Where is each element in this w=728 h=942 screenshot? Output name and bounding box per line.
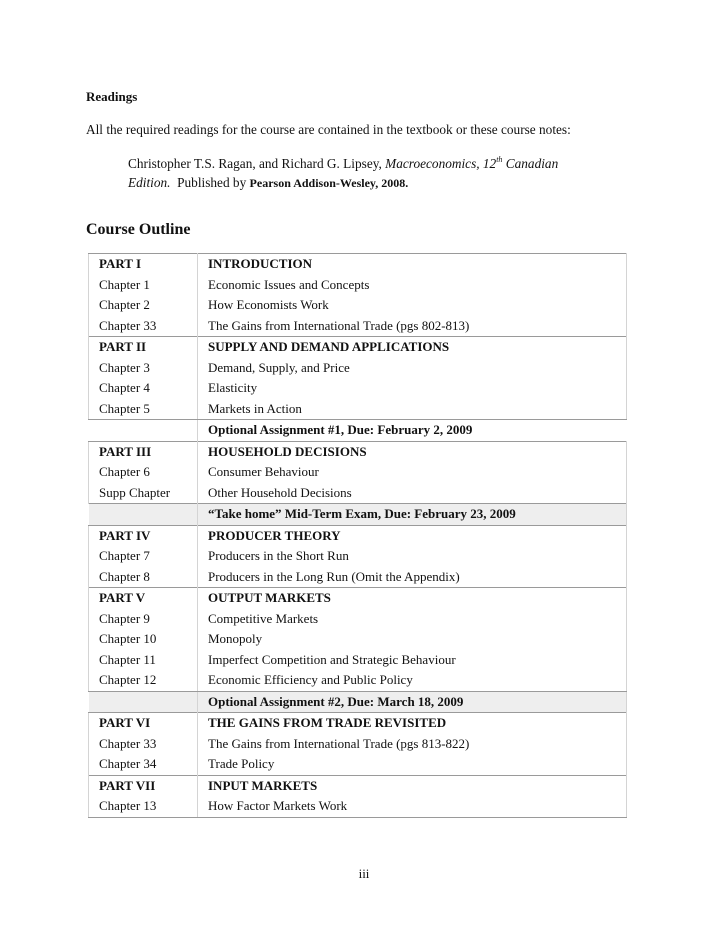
outline-description: How Economists Work [198, 295, 627, 316]
outline-label: Chapter 3 [89, 358, 198, 379]
outline-description: Producers in the Long Run (Omit the Appendix) [198, 567, 627, 588]
outline-chapter-row [89, 462, 627, 483]
outline-description: Demand, Supply, and Price [198, 358, 627, 379]
outline-label: PART II [89, 337, 198, 358]
outline-chapter-row [89, 483, 627, 504]
outline-label: Chapter 4 [89, 378, 198, 399]
outline-description: SUPPLY AND DEMAND APPLICATIONS [198, 337, 627, 358]
outline-description: INTRODUCTION [198, 254, 627, 275]
outline-description: Monopoly [198, 629, 627, 650]
outline-description: How Factor Markets Work [198, 796, 627, 817]
outline-chapter-row [89, 546, 627, 567]
outline-label: PART III [89, 441, 198, 462]
outline-description: Optional Assignment #1, Due: February 2, 2009 [208, 422, 473, 438]
outline-description: PRODUCER THEORY [198, 525, 627, 546]
outline-chapter-row [89, 399, 627, 420]
outline-chapter-row [89, 358, 627, 379]
outline-chapter-row [89, 734, 627, 755]
outline-chapter-row [89, 316, 627, 337]
outline-description: Markets in Action [198, 399, 627, 420]
citation-publisher: Pearson Addison-Wesley, 2008. [249, 176, 409, 190]
outline-description: The Gains from International Trade (pgs 813-822) [198, 734, 627, 755]
outline-label: Chapter 8 [89, 567, 198, 588]
readings-heading: Readings [86, 89, 138, 104]
outline-label: PART VII [89, 775, 198, 796]
outline-description: Producers in the Short Run [198, 546, 627, 567]
outline-assignment-row [89, 504, 627, 526]
outline-label: Chapter 13 [89, 796, 198, 817]
outline-part-row [89, 713, 627, 734]
outline-label: Chapter 1 [89, 275, 198, 296]
outline-description: Economic Issues and Concepts [198, 275, 627, 296]
outline-label: PART V [89, 588, 198, 609]
outline-description: Optional Assignment #2, Due: March 18, 2009 [198, 691, 627, 713]
textbook-citation [128, 154, 608, 193]
outline-assignment-row [89, 691, 627, 713]
outline-chapter-row [89, 754, 627, 775]
outline-part-row [89, 254, 627, 275]
outline-description: Competitive Markets [198, 609, 627, 630]
course-outline-table [88, 253, 627, 818]
outline-chapter-row [89, 609, 627, 630]
outline-label: Chapter 33 [89, 734, 198, 755]
readings-intro: All the required readings for the course are contained in the textbook or these course notes: [86, 122, 571, 137]
outline-description: THE GAINS FROM TRADE REVISITED [198, 713, 627, 734]
citation-authors: Christopher T.S. Ragan, and Richard G. Lipsey, [128, 156, 382, 171]
outline-chapter-row [89, 670, 627, 691]
outline-description: The Gains from International Trade (pgs 802-813) [198, 316, 627, 337]
outline-part-row [89, 588, 627, 609]
outline-label: Chapter 5 [89, 399, 198, 420]
outline-label: Chapter 10 [89, 629, 198, 650]
course-outline-heading: Course Outline [86, 221, 191, 238]
outline-chapter-row [89, 629, 627, 650]
outline-label: PART I [89, 254, 198, 275]
outline-label: Chapter 11 [89, 650, 198, 671]
citation-title: Macroeconomics, 12th Canadian Edition. [128, 154, 559, 190]
outline-label [89, 691, 198, 713]
outline-label: Chapter 33 [89, 316, 198, 337]
outline-label: Chapter 2 [89, 295, 198, 316]
outline-part-row [89, 775, 627, 796]
outline-description: Other Household Decisions [198, 483, 627, 504]
outline-chapter-row [89, 796, 627, 817]
outline-part-row [89, 441, 627, 462]
outline-assignment-row [89, 420, 627, 442]
outline-description: OUTPUT MARKETS [198, 588, 627, 609]
outline-description: Trade Policy [198, 754, 627, 775]
outline-chapter-row [89, 275, 627, 296]
citation-published-by: Published by [177, 175, 247, 190]
outline-chapter-row [89, 295, 627, 316]
outline-label: Chapter 9 [89, 609, 198, 630]
outline-chapter-row [89, 650, 627, 671]
outline-label: Supp Chapter [89, 483, 198, 504]
outline-description: Consumer Behaviour [198, 462, 627, 483]
outline-label [89, 420, 198, 442]
outline-part-row [89, 525, 627, 546]
outline-chapter-row [89, 567, 627, 588]
outline-label: PART IV [89, 525, 198, 546]
outline-label: Chapter 7 [89, 546, 198, 567]
outline-label: Chapter 34 [89, 754, 198, 775]
outline-label: PART VI [89, 713, 198, 734]
outline-description: HOUSEHOLD DECISIONS [198, 441, 627, 462]
outline-description: INPUT MARKETS [198, 775, 627, 796]
outline-description: Economic Efficiency and Public Policy [198, 670, 627, 691]
outline-chapter-row [89, 378, 627, 399]
outline-label: Chapter 6 [89, 462, 198, 483]
outline-description: Elasticity [198, 378, 627, 399]
outline-label: Chapter 12 [89, 670, 198, 691]
outline-description: “Take home” Mid-Term Exam, Due: February 23, 2009 [198, 504, 627, 526]
page-number: iii [358, 866, 370, 881]
outline-part-row [89, 337, 627, 358]
outline-description: Imperfect Competition and Strategic Behaviour [198, 650, 627, 671]
outline-label [89, 504, 198, 526]
